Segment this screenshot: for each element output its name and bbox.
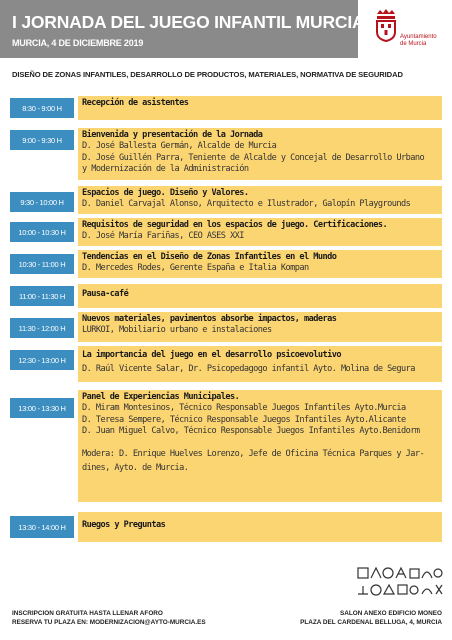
- speaker-line: y Modernización de la Administración: [82, 163, 249, 174]
- time-slot: 12:30 - 13:00 H: [10, 350, 74, 370]
- session-title: La importancia del juego en el desarrollo psicoevolutivo: [82, 350, 341, 360]
- session-title: Nuevos materiales, pavimentos absorbe impactos, maderas: [82, 314, 337, 324]
- session-title: Bienvenida y presentación de la Jornada: [82, 130, 263, 140]
- session-box: [78, 250, 442, 278]
- session-box: [78, 312, 442, 342]
- session-title: Requisitos de seguridad en los espacios de juego. Certificaciones.: [82, 220, 388, 230]
- ayuntamiento-logo: [370, 6, 448, 56]
- time-slot: 13:30 - 14:00 H: [10, 516, 74, 538]
- speaker-line: D. José María Fariñas, CEO ASES XXI: [82, 231, 244, 242]
- speaker-line: D. José Ballesta Germán, Alcalde de Murcia: [82, 141, 277, 152]
- registration-info: [12, 609, 206, 627]
- venue-name: SALON ANEXO EDIFICIO MONEO: [339, 610, 442, 617]
- reservation-email: RESERVA TU PLAZA EN: MODERNIZACION@AYTO-MURCIA.ES: [12, 619, 206, 626]
- time-slot: 10:00 - 10:30 H: [10, 222, 74, 242]
- speaker-line: D. José Guillén Parra, Teniente de Alcalde y Concejal de Desarrollo Urbano: [82, 152, 425, 163]
- venue-address: PLAZA DEL CARDENAL BELLUGA, 4, MURCIA: [300, 619, 442, 626]
- session-title: Recepción de asistentes: [82, 98, 189, 108]
- speaker-line: D. Teresa Sempere, Técnico Responsable Juegos Infantiles Ayto.Alicante: [82, 414, 406, 425]
- session-box: [78, 186, 442, 214]
- session-box: [78, 512, 442, 542]
- session-title: Ruegos y Preguntas: [82, 520, 166, 530]
- session-box: [78, 284, 442, 308]
- moderator-line: dines, Ayto. de Murcia.: [82, 463, 189, 474]
- time-slot: 8:30 - 9:00 H: [10, 98, 74, 118]
- registration-line: INSCRIPCION GRATUITA HASTA LLENAR AFORO: [12, 610, 163, 617]
- time-slot: 11:30 - 12:00 H: [10, 318, 74, 338]
- logo-line1: Ayuntamiento: [400, 34, 437, 40]
- time-slot: 11:00 - 11:30 H: [10, 286, 74, 306]
- session-box: [78, 128, 442, 180]
- time-slot: 13:00 - 13:30 H: [10, 398, 74, 418]
- speaker-line: D. Miram Montesinos, Técnico Responsable Juegos Infantiles Ayto.Murcia: [82, 403, 406, 414]
- speaker-line: D. Raúl Vicente Salar, Dr. Psicopedagogo infantil Ayto. Molina de Segura: [82, 364, 415, 375]
- session-box: [78, 218, 442, 246]
- session-box: [78, 390, 442, 502]
- logo-line2: de Murcia: [400, 41, 427, 47]
- session-title: Pausa-café: [82, 289, 129, 299]
- speaker-line: D. Daniel Carvajal Alonso, Arquitecto e Ilustrador, Galopín Playgrounds: [82, 199, 411, 210]
- pictogram-icons: [356, 566, 444, 606]
- session-box: [78, 346, 442, 382]
- moderator-line: Modera: D. Enrique Huelves Lorenzo, Jefe de Oficina Técnica Parques y Jar-: [82, 449, 425, 460]
- crown-shield-icon: [374, 8, 398, 42]
- logo-text: [400, 34, 437, 48]
- venue-info: [300, 609, 442, 627]
- speaker-line: D. Juan Miguel Calvo, Técnico Responsable Juegos Infantiles Ayto.Benidorm: [82, 425, 420, 436]
- session-title: Espacios de juego. Diseño y Valores.: [82, 188, 249, 198]
- event-date: MURCIA, 4 DE DICIEMBRE 2019: [12, 38, 144, 48]
- time-slot: 9:00 - 9:30 H: [10, 130, 74, 150]
- header: [0, 0, 452, 62]
- time-slot: 10:30 - 11:00 H: [10, 254, 74, 274]
- speaker-line: D. Mercedes Rodes, Gerente España e Italia Kompan: [82, 263, 309, 274]
- playground-icon-grid: [356, 566, 444, 606]
- session-box: [78, 96, 442, 120]
- speaker-line: LURKOI, Mobiliario urbano e instalaciones: [82, 325, 272, 336]
- session-title: Panel de Experiencias Municipales.: [82, 392, 240, 402]
- page-title: I JORNADA DEL JUEGO INFANTIL MURCIA: [12, 12, 365, 32]
- time-slot: 9:30 - 10:00 H: [10, 192, 74, 212]
- topic-line: DISEÑO DE ZONAS INFANTILES, DESARROLLO DE PRODUCTOS, MATERIALES, NORMATIVA DE SEGURIDAD: [12, 70, 403, 79]
- session-title: Tendencias en el Diseño de Zonas Infantiles en el Mundo: [82, 252, 337, 262]
- title-band: [0, 0, 365, 58]
